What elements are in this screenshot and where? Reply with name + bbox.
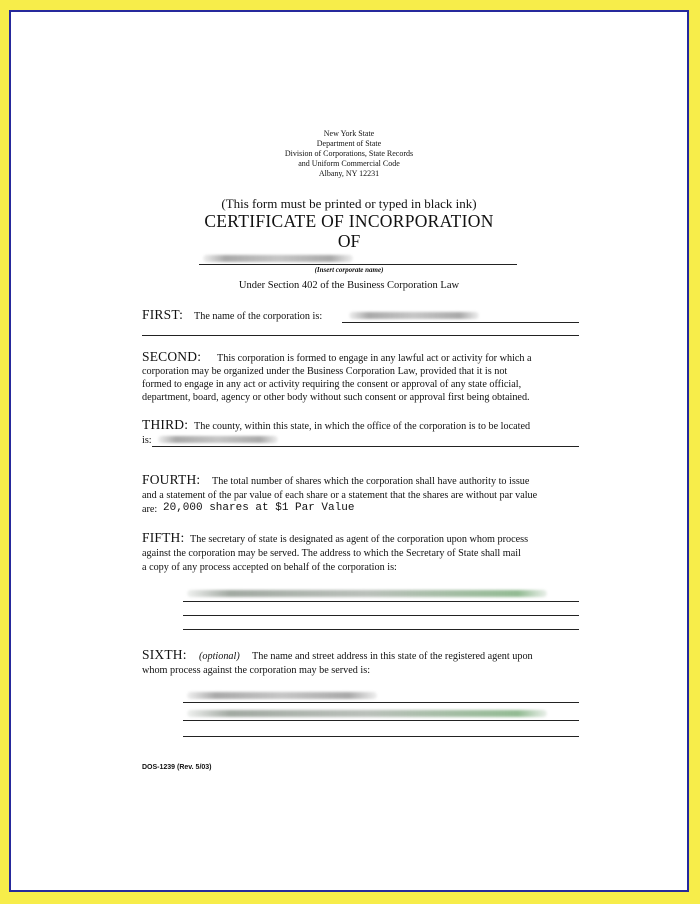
fifth-line-3: a copy of any process accepted on behalf of the corporation is: (142, 562, 397, 573)
header-line-4: and Uniform Commercial Code (298, 159, 400, 168)
header-line-2: Department of State (316, 139, 382, 148)
redacted-county (158, 436, 278, 443)
second-line-3: formed to engage in any act or activity requiring the consent or approval of any state official, (142, 379, 522, 390)
third-field-line[interactable] (152, 446, 579, 447)
first-field-line-2[interactable] (142, 335, 579, 336)
form-number: DOS-1239 (Rev. 5/03) (142, 764, 212, 771)
second-label: SECOND: (142, 349, 202, 364)
shares-value[interactable]: 20,000 shares at $1 Par Value (163, 502, 355, 514)
page-title-of: OF (337, 231, 361, 251)
insert-name-caption: (Insert corporate name) (314, 266, 384, 274)
fifth-address-line-3[interactable] (183, 629, 579, 630)
sixth-label: SIXTH: (142, 647, 187, 662)
fifth-address-line-1[interactable] (183, 601, 579, 602)
sixth-field-line-3[interactable] (183, 736, 579, 737)
under-section-text: Under Section 402 of the Business Corporation Law (238, 280, 460, 291)
redacted-address (187, 590, 547, 597)
header-line-5: Albany, NY 12231 (318, 169, 380, 178)
fifth-address-line-2[interactable] (183, 615, 579, 616)
certificate-form (11, 12, 687, 890)
second-line-2: corporation may be organized under the Business Corporation Law, provided that it is not (142, 366, 508, 377)
redacted-agent-address (187, 710, 547, 717)
page-title: CERTIFICATE OF INCORPORATION (204, 211, 494, 231)
header-line-1: New York State (323, 129, 375, 138)
fourth-line-1: The total number of shares which the corporation shall have authority to issue (212, 476, 530, 487)
second-line-1: This corporation is formed to engage in any lawful act or activity for which a (217, 353, 532, 364)
redacted-corporate-name (203, 255, 353, 262)
sixth-line-1: The name and street address in this state of the registered agent upon (252, 651, 533, 662)
redacted-name-value (349, 312, 479, 319)
sixth-optional: (optional) (199, 651, 240, 662)
fifth-line-1: The secretary of state is designated as agent of the corporation upon whom process (190, 534, 529, 545)
fifth-line-2: against the corporation may be served. The address to which the Secretary of State shall mail (142, 548, 521, 559)
first-field-line[interactable] (342, 322, 579, 323)
corporate-name-line[interactable] (199, 264, 517, 265)
second-line-4: department, board, agency or other body without such consent or approval first being obtained. (142, 392, 530, 403)
third-line-2: is: (142, 435, 152, 446)
fifth-label: FIFTH: (142, 530, 185, 545)
fourth-line-3: are: (142, 504, 158, 515)
ink-instruction: (This form must be printed or typed in black ink) (221, 196, 477, 211)
sixth-line-2: whom process against the corporation may be served is: (142, 665, 371, 676)
page-frame (9, 10, 689, 892)
third-line-1: The county, within this state, in which the office of the corporation is to be located (194, 421, 531, 432)
first-text: The name of the corporation is: (194, 311, 323, 322)
sixth-field-line-2[interactable] (183, 720, 579, 721)
fourth-label: FOURTH: (142, 472, 201, 487)
redacted-agent-name (187, 692, 377, 699)
third-label: THIRD: (142, 417, 189, 432)
fourth-line-2: and a statement of the par value of each share or a statement that the shares are without par value (142, 490, 538, 501)
first-label: FIRST: (142, 307, 184, 322)
sixth-field-line-1[interactable] (183, 702, 579, 703)
header-line-3: Division of Corporations, State Records (284, 149, 414, 158)
